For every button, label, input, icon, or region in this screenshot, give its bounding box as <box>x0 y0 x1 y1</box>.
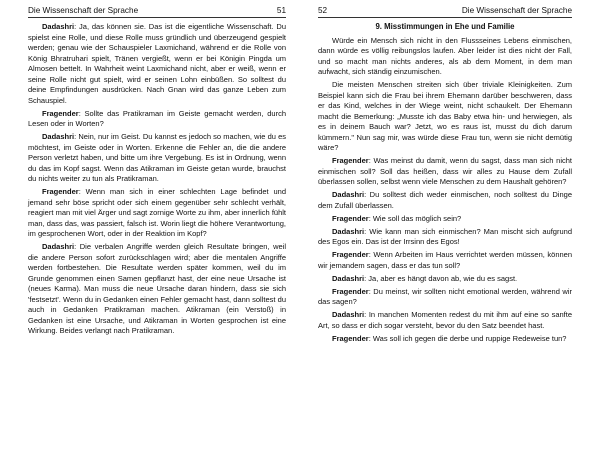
speaker-name: Dadashri <box>332 273 365 283</box>
speaker-name: Dadashri <box>42 132 75 141</box>
speaker-name: Dadashri <box>332 226 365 236</box>
paragraph <box>318 227 572 248</box>
left-page <box>0 0 290 474</box>
speaker-name: Fragender <box>332 213 369 223</box>
speaker-name: Dadashri <box>332 190 365 199</box>
paragraph <box>318 274 572 285</box>
paragraph <box>318 214 572 225</box>
paragraph-text: : Nein, nur im Geist. Du kannst es jedoch so machen, wie du es möchtest, im Geiste oder in Worten. Erkenne die Fehler an, die die andere Person verletzt haben, und bitte um ihre Vergebung. Es ist in Ordnung, wenn du das im Kopf sagst. Wenn das Atikraman im Geiste getan wurde, brauchst du nichts weiter zu tun als Pratikraman. <box>28 132 286 183</box>
paragraph-text: : Ja, aber es hängt davon ab, wie du es sagst. <box>364 273 518 283</box>
speaker-name: Dadashri <box>332 310 365 319</box>
paragraph-text: : Was meinst du damit, wenn du sagst, dass man sich nicht einmischen soll? Soll das heißen, dass wir alles zu Hause dem Zufall überlassen sollen, selbst wenn viele Menschen zu dem Haushalt gehören? <box>318 156 572 186</box>
paragraph-text: : Wenn Arbeiten im Haus verrichtet werden müssen, können wir jemandem sagen, dass er das tun soll? <box>318 250 572 270</box>
speaker-name: Fragender <box>332 333 369 343</box>
right-page-number: 52 <box>318 6 328 15</box>
left-page-number: 51 <box>276 6 286 15</box>
paragraph-text: : Wie kann man sich einmischen? Man mischt sich aufgrund des Egos ein. Das ist der Irrsinn des Egos! <box>318 226 572 246</box>
right-header-title: Die Wissenschaft der Sprache <box>461 6 572 15</box>
paragraph <box>28 109 286 130</box>
right-page-body <box>318 22 572 347</box>
paragraph <box>28 187 286 240</box>
paragraph-text: : In manchen Momenten redest du mit ihm auf eine so sanfte Art, so dass er dich sogar versteht, bevor du den Satz beendet hast. <box>318 310 572 330</box>
paragraph-text: : Du meinst, wir sollten nicht emotional werden, während wir das sagen? <box>318 286 572 306</box>
speaker-name: Fragender <box>332 286 369 296</box>
speaker-name: Fragender <box>332 156 369 165</box>
paragraph <box>318 80 572 154</box>
paragraph-text: Die meisten Menschen streiten sich über triviale Kleinigkeiten. Zum Beispiel kann sich die Frau bei ihrem Ehemann darüber beschweren, dass er das Kind, welches in der Wiege weint, nicht schaukelt. Der Ehemann macht die Bemerkung: „Musste ich das Baby etwa hin- und herwiegen, als es in deinem Bauch war? Jetzt, wo es raus ist, musst du dich darum kümmern." Nun sag mir, was würde diese Frau tun, wenn sie nicht demütig wäre? <box>318 80 572 152</box>
paragraph-text: Würde ein Mensch sich nicht in den Flussseines Lebens einmischen, dann würde es völlig reibungslos laufen. Aber leider ist dies nicht der Fall, und so macht man nichts anderes, als ab dem Moment, in dem man aufwacht, sich ständig einzumischen. <box>318 35 572 76</box>
left-page-body <box>28 22 286 339</box>
paragraph <box>28 22 286 106</box>
paragraph-text: : Die verbalen Angriffe werden gleich Resultate bringen, weil die andere Person sofort zurückschlagen wird; aber die mentalen Angriffe werden fortbestehen. Die Resultate werden später kommen, weil du im Grunde genommen einen Samen gepflanzt hast, der eine neue Ursache ist (neues Karma). Man muss die neue Ursache daran hindern, dass sie sich 'festsetzt'. Wenn du in Gedanken einen Fehler gemacht hast, dann solltest du auch in Gedanken Pratikraman machen. Atikraman (ein Verstoß) in Gedanken ist eine Ursache, und Atikraman in Worten gesprochen ist eine Wirkung. Beides verlangt nach Pratikraman. <box>28 242 286 335</box>
right-page-header <box>318 6 572 18</box>
left-header-title: Die Wissenschaft der Sprache <box>28 6 139 15</box>
paragraph-text: : Wenn man sich in einer schlechten Lage befindet und jemand sehr böse spricht oder sich einem gegenüber sehr schlecht verhält, reagiert man mit viel Ärger und sagt zornige Worte zu ihm, aber innerlich fühlt man, dass das, was passiert, falsch ist. Worin liegt die höhere Verantwortung, im gesprochenen Wort, oder in der Reaktion im Kopf? <box>28 187 286 238</box>
speaker-name: Fragender <box>42 108 79 118</box>
left-page-header <box>28 6 286 18</box>
paragraph <box>318 190 572 211</box>
paragraph-text: : Ja, das können sie. Das ist die eigentliche Wissenschaft. Du spielst eine Rolle, und diese Rolle muss gründlich und überzeugend gespielt werden; genau wie der Schauspieler Laxmichand, während er die Rolle von König Bhratruhari spielt, Tränen vergießt, wenn er bei Königin Pingda um Almosen bettelt. In Wahrheit weint Laxmichand nicht, aber er weiß, wenn er seine Rolle nicht gut spielt, wird er seinen Lohn einbüßen. So solltest du deine Empfindungen ausdrücken. Nach Gnan wird das ganze Leben zum Schauspiel. <box>28 22 286 105</box>
speaker-name: Dadashri <box>42 242 75 251</box>
speaker-name: Dadashri <box>42 22 75 31</box>
paragraph-text: : Du solltest dich weder einmischen, noch solltest du Dinge dem Zufall überlassen. <box>318 190 572 210</box>
section-title: 9. Misstimmungen in Ehe und Familie <box>375 22 515 31</box>
right-page <box>310 0 600 474</box>
paragraph <box>318 156 572 188</box>
paragraph <box>318 250 572 271</box>
paragraph-text: : Was soll ich gegen die derbe und ruppige Redeweise tun? <box>368 333 567 343</box>
speaker-name: Fragender <box>42 187 79 196</box>
paragraph <box>318 334 572 345</box>
paragraph-text: : Sollte das Pratikraman im Geiste gemacht werden, durch Lesen oder in Worten? <box>28 108 286 128</box>
paragraph <box>318 287 572 308</box>
paragraph <box>28 242 286 337</box>
paragraph <box>318 310 572 331</box>
paragraph <box>318 36 572 78</box>
paragraph-text: : Wie soll das möglich sein? <box>368 213 462 223</box>
speaker-name: Fragender <box>332 250 369 259</box>
paragraph <box>28 132 286 185</box>
